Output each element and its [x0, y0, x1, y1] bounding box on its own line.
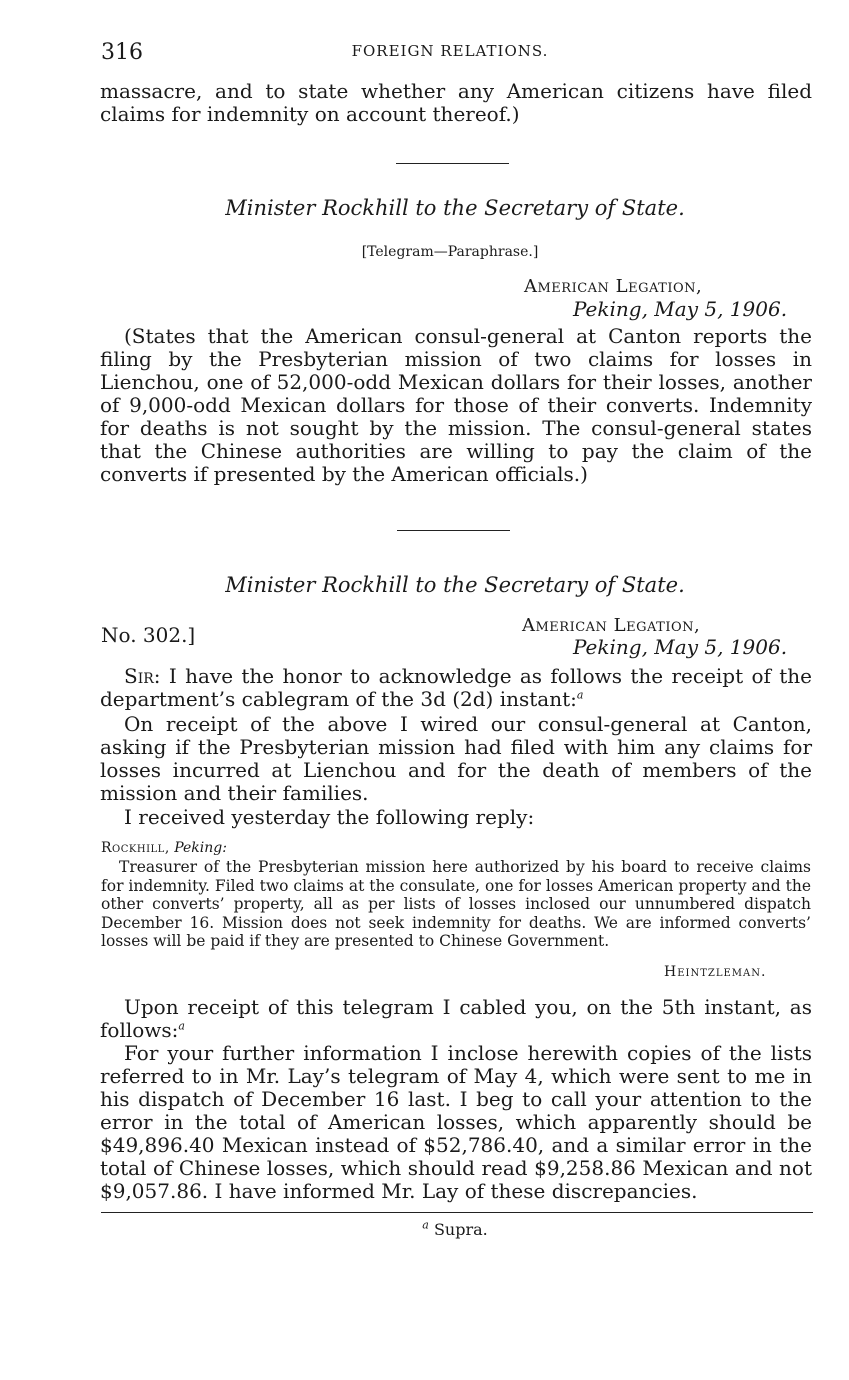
- telegram-addressee: Rockhill, Peking:: [101, 840, 227, 856]
- dispatch-paragraph: [100, 665, 812, 711]
- dispatch-paragraph: For your further information I inclose herewith copies of the lists referred to in Mr. Lay’s telegram of May 4, which were sent to me in his dispatch of December 16 last. I beg to call your attention to the error in the total of American losses, which apparently should be $49,896.40 Mexican instead of $52,786.40, and a similar error in the total of Chinese losses, which should read $9,258.86 Mexican and not $9,057.86. I have informed Mr. Lay of these discrepancies.: [100, 1041, 812, 1203]
- section-divider: [397, 530, 510, 531]
- quoted-telegram: Treasurer of the Presbyterian mission here authorized by his board to receive claims for indemnity. Filed two claims at the consulate, one for losses American property and the other converts’ property, all as per lists of losses inclosed our unnumbered dispatch December 16. Mission does not seek indemnity for deaths. We are informed converts’ losses will be paid if they are presented to Chinese Government.: [101, 858, 811, 950]
- dateline: Peking, May 5, 1906.: [573, 635, 788, 659]
- dispatch-paragraph: On receipt of the above I wired our consul-general at Canton, asking if the Presbyterian mission had filed with him any claims for losses incurred at Lienchou and for the death of members of the mission and their families.: [100, 712, 812, 805]
- page-number: 316: [101, 40, 143, 65]
- legation-line: American Legation,: [524, 276, 703, 297]
- opening-paragraph: massacre, and to state whether any American citizens have filed claims for indemnity on account thereof.): [100, 79, 812, 126]
- dispatch-paragraph: [100, 996, 812, 1042]
- paragraph-text: I have the honor to acknowledge as follows the receipt of the department’s cablegram of the 3d (2d) instant:: [100, 664, 813, 711]
- paragraph-text: Upon receipt of this telegram I cabled you, on the 5th instant, as follows:: [100, 995, 812, 1042]
- telegram-note: [Telegram—Paraphrase.]: [361, 244, 539, 260]
- footnote-mark: a: [422, 1218, 429, 1232]
- legation-line: American Legation,: [522, 615, 701, 636]
- telegram-signature: Heintzleman.: [664, 964, 767, 980]
- salutation: Sir:: [124, 664, 161, 688]
- dispatch-number: No. 302.]: [101, 623, 196, 647]
- dateline: Peking, May 5, 1906.: [573, 297, 788, 321]
- section-divider: [396, 163, 509, 164]
- telegram-paraphrase: (States that the American consul-general at Canton reports the filing by the Presbyterian mission of two claims for losses in Lienchou, one of 52,000-odd Mexican dollars for their losses, another of 9,000-odd Mexican dollars for those of their converts. Indemnity for deaths is not sought by the mission. The consul-general states that the Chinese authorities are willing to pay the claim of the converts if presented by the American officials.): [100, 324, 812, 486]
- footnote-mark: a: [178, 1019, 185, 1033]
- dispatch-heading: Minister Rockhill to the Secretary of State.: [225, 573, 685, 597]
- telegram-heading: Minister Rockhill to the Secretary of State.: [225, 196, 685, 220]
- dispatch-paragraph: I received yesterday the following reply:: [124, 805, 535, 829]
- footnote: $^a$ Supra.: [422, 1218, 488, 1239]
- running-head: FOREIGN RELATIONS.: [351, 42, 549, 60]
- footnote-mark: a: [576, 688, 584, 702]
- footnote-rule: [101, 1212, 813, 1213]
